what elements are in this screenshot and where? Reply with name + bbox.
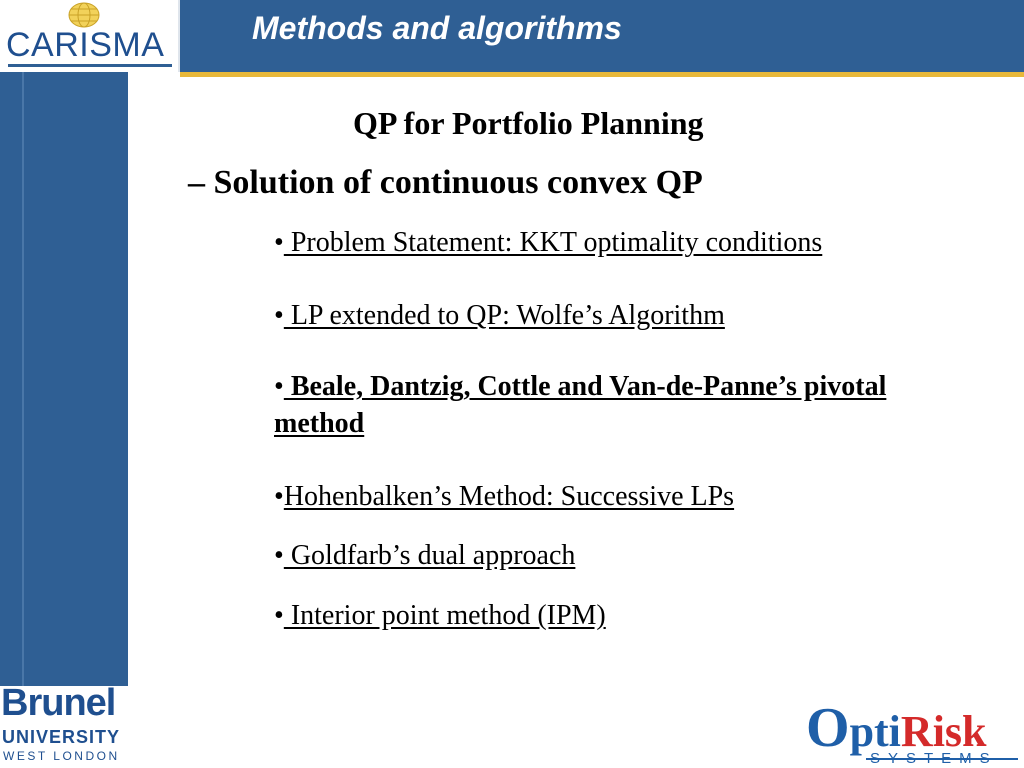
globe-icon — [67, 2, 101, 28]
slide-title: QP for Portfolio Planning — [353, 105, 704, 141]
optirisk-risk: Risk — [900, 707, 987, 756]
bullet-marker: • — [274, 227, 284, 258]
bullet-marker: • — [274, 371, 284, 402]
optirisk-pti: pti — [849, 707, 901, 756]
header-accent-stripe — [180, 72, 1024, 77]
optirisk-o: O — [806, 697, 850, 759]
bullet-item[interactable] — [274, 297, 954, 334]
brunel-university-label: UNIVERSITY — [2, 727, 121, 747]
left-bar-rule — [22, 72, 24, 686]
brunel-university-logo — [0, 682, 128, 768]
bullet-item[interactable] — [274, 597, 954, 634]
slide-subheading: – Solution of continuous convex QP — [188, 164, 703, 201]
carisma-wordmark: CARISMA — [6, 26, 165, 64]
bullet-marker: • — [274, 600, 284, 631]
bullet-link-text[interactable]: Beale, Dantzig, Cottle and Van-de-Panne’s pivotal method — [274, 371, 887, 439]
carisma-underline — [8, 64, 172, 67]
bullet-marker: • — [274, 481, 284, 512]
bullet-link-text[interactable]: Hohenbalken’s Method: Successive LPs — [283, 481, 735, 512]
left-side-bar — [0, 72, 128, 686]
brunel-location-label: WEST LONDON — [3, 749, 120, 763]
brunel-wordmark: Brunel — [1, 682, 116, 724]
bullet-item[interactable] — [274, 478, 954, 515]
bullet-link-text[interactable]: Interior point method (IPM) — [283, 600, 606, 631]
bullet-marker: • — [274, 300, 284, 331]
slide-section-title: Methods and algorithms — [252, 10, 622, 46]
bullet-link-text[interactable]: Problem Statement: KKT optimality conditions — [283, 227, 823, 258]
bullet-item[interactable] — [274, 537, 954, 574]
bullet-item[interactable] — [274, 368, 934, 442]
bullet-item[interactable] — [274, 224, 954, 261]
optirisk-logo — [806, 697, 1020, 767]
carisma-logo — [0, 0, 180, 72]
bullet-link-text[interactable]: Goldfarb’s dual approach — [283, 540, 576, 571]
optirisk-systems-label: SYSTEMS — [870, 750, 998, 767]
bullet-link-text[interactable]: LP extended to QP: Wolfe’s Algorithm — [283, 300, 725, 331]
bullet-marker: • — [274, 540, 284, 571]
